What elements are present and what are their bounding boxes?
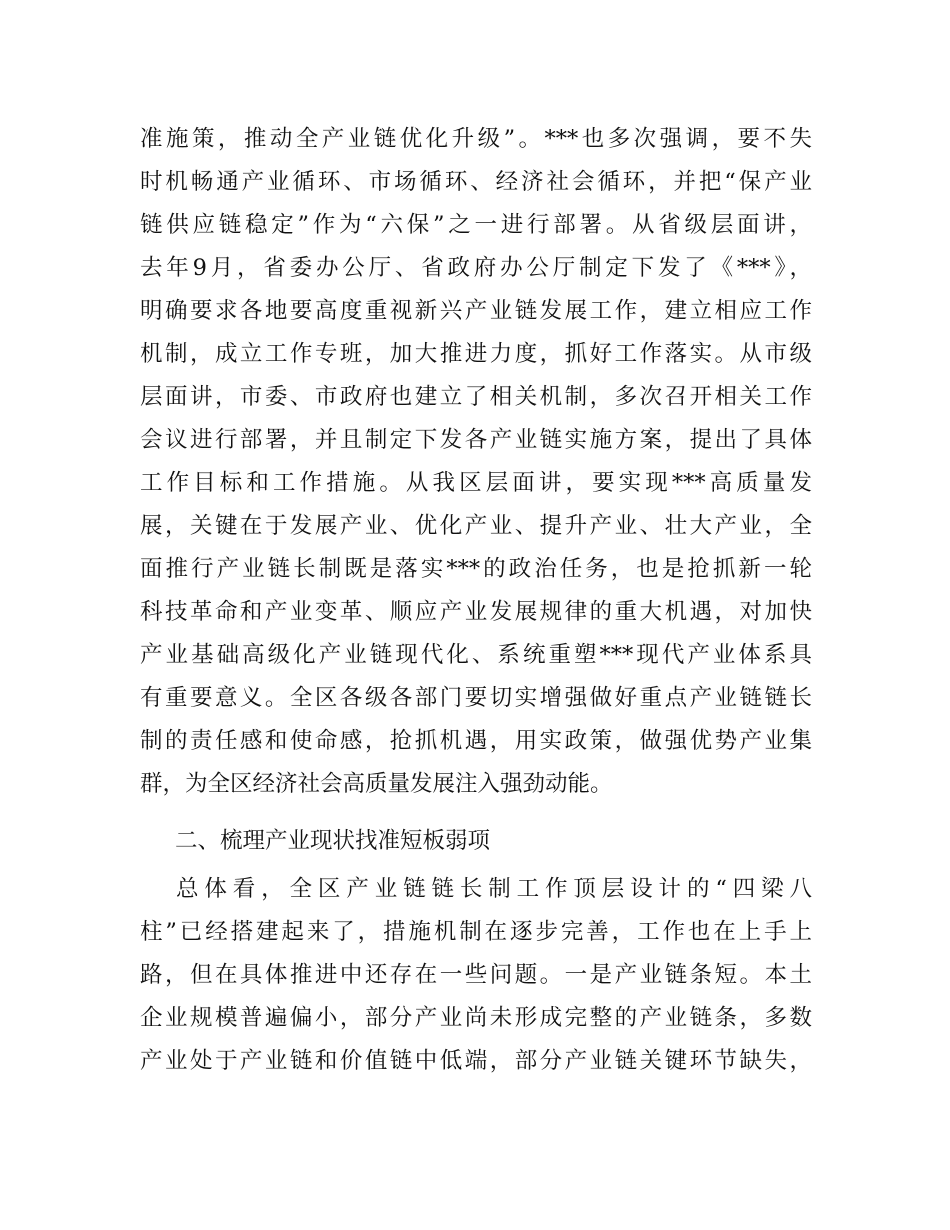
paragraph-line: 产业处于产业链和价值链中低端，部分产业链关键环节缺失， — [140, 1048, 812, 1074]
paragraph-line: 总体看，全区产业链链长制工作顶层设计的“四梁八 — [176, 876, 812, 902]
paragraph-line: 制的责任感和使命感，抢抓机遇，用实政策，做强优势产业集 — [140, 728, 812, 754]
paragraph-line: 展，关键在于发展产业、优化产业、提升产业、壮大产业，全 — [140, 513, 812, 539]
section-heading: 二、梳理产业现状找准短板弱项 — [175, 828, 491, 854]
paragraph-line: 面推行产业链长制既是落实***的政治任务，也是抢抓新一轮 — [140, 556, 812, 582]
paragraph-line: 工作目标和工作措施。从我区层面讲，要实现***高质量发 — [140, 470, 812, 496]
paragraph-line: 柱”已经搭建起来了，措施机制在逐步完善，工作也在上手上 — [140, 919, 812, 945]
paragraph-line: 科技革命和产业变革、顺应产业发展规律的重大机遇，对加快 — [140, 599, 812, 625]
paragraph-line: 明确要求各地要高度重视新兴产业链发展工作，建立相应工作 — [140, 298, 812, 324]
paragraph-line: 路，但在具体推进中还存在一些问题。一是产业链条短。本土 — [140, 962, 812, 988]
paragraph-line: 群，为全区经济社会高质量发展注入强劲动能。 — [140, 771, 613, 797]
paragraph-line: 会议进行部署，并且制定下发各产业链实施方案，提出了具体 — [140, 427, 812, 453]
paragraph-line: 有重要意义。全区各级各部门要切实增强做好重点产业链链长 — [140, 685, 812, 711]
paragraph-line: 链供应链稳定”作为“六保”之一进行部署。从省级层面讲， — [140, 212, 812, 238]
paragraph-line: 准施策，推动全产业链优化升级”。***也多次强调，要不失 — [140, 126, 812, 152]
paragraph-line: 机制，成立工作专班，加大推进力度，抓好工作落实。从市级 — [140, 341, 812, 367]
paragraph-line: 企业规模普遍偏小，部分产业尚未形成完整的产业链条，多数 — [140, 1005, 812, 1031]
paragraph-line: 产业基础高级化产业链现代化、系统重塑***现代产业体系具 — [140, 642, 812, 668]
paragraph-policy-background — [140, 118, 812, 806]
paragraph-line: 去年9月，省委办公厅、省政府办公厅制定下发了《***》， — [140, 255, 812, 281]
paragraph-line: 层面讲，市委、市政府也建立了相关机制，多次召开相关工作 — [140, 384, 812, 410]
paragraph-current-status — [140, 868, 812, 1083]
paragraph-line: 时机畅通产业循环、市场循环、经济社会循环，并把“保产业 — [140, 169, 812, 195]
